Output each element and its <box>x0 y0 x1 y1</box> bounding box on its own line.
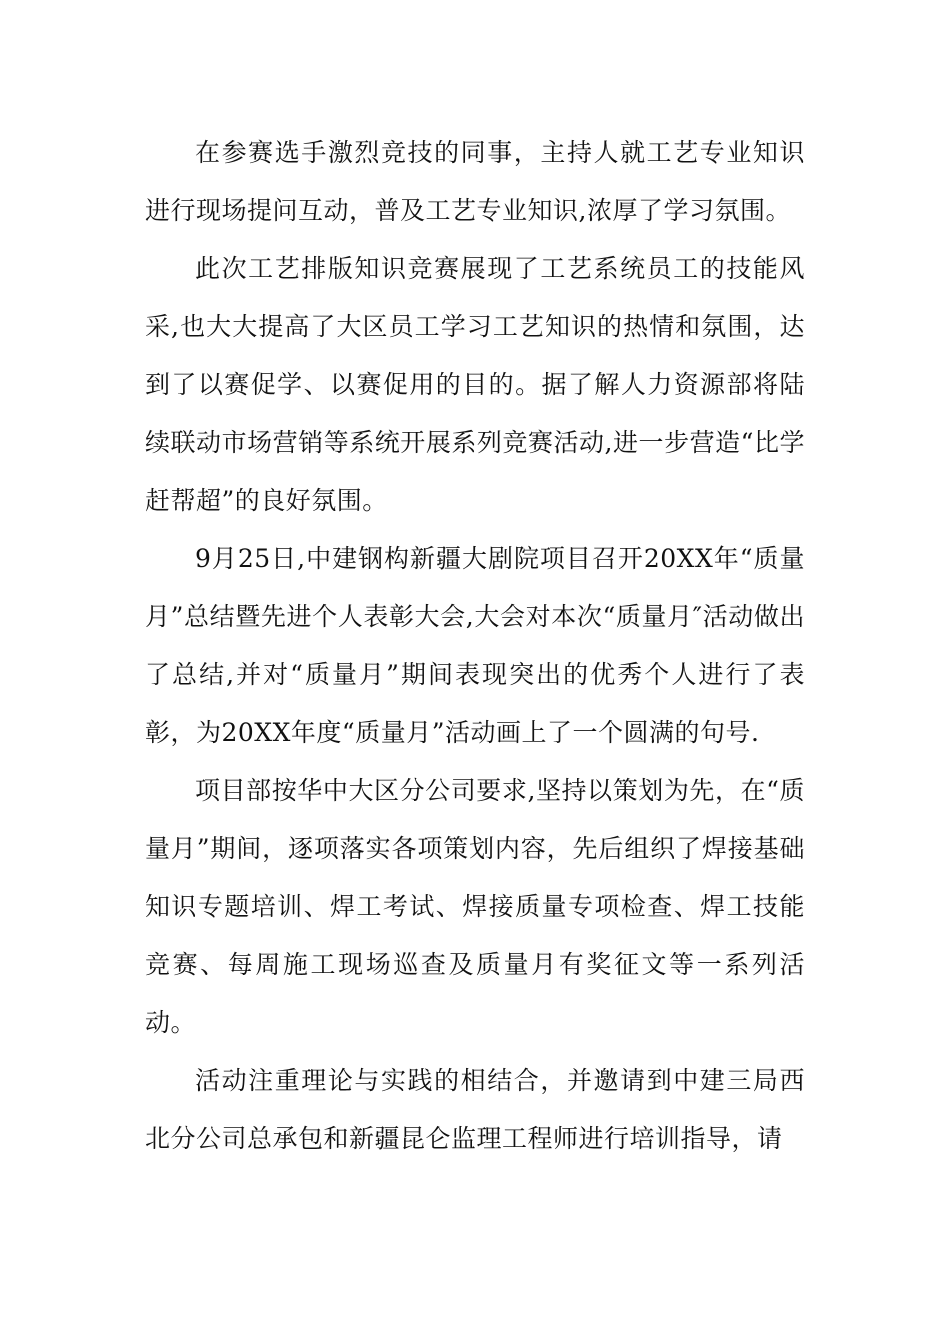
paragraph-2: 此次工艺排版知识竞赛展现了工艺系统员工的技能风采,也大大提高了大区员工学习工艺知识的热情和氛围，达到了以赛促学、以赛促用的目的。据了解人力资源部将陆续联动市场营销等系统开展系列竞赛活动,进一步营造“比学赶帮超”的良好氛围。 <box>145 254 805 515</box>
document-body <box>145 124 805 1168</box>
paragraph-1: 在参赛选手激烈竞技的同事，主持人就工艺专业知识进行现场提问互动，普及工艺专业知识,浓厚了学习氛围。 <box>145 138 805 225</box>
paragraph-3: 9月25日,中建钢构新疆大剧院项目召开20XX年“质量月”总结暨先进个人表彰大会,大会对本次“质量月″活动做出了总结,并对“质量月”期间表现突出的优秀个人进行了表彰，为20XX年度“质量月”活动画上了一个圆满的句号. <box>145 544 805 747</box>
paragraph-5: 活动注重理论与实践的相结合，并邀请到中建三局西北分公司总承包和新疆昆仑监理工程师进行培训指导，请 <box>145 1066 805 1153</box>
paragraph-4: 项目部按华中大区分公司要求,坚持以策划为先，在“质量月”期间，逐项落实各项策划内容，先后组织了焊接基础知识专题培训、焊工考试、焊接质量专项检查、焊工技能竞赛、每周施工现场巡查及质量月有奖征文等一系列活动。 <box>145 776 805 1037</box>
